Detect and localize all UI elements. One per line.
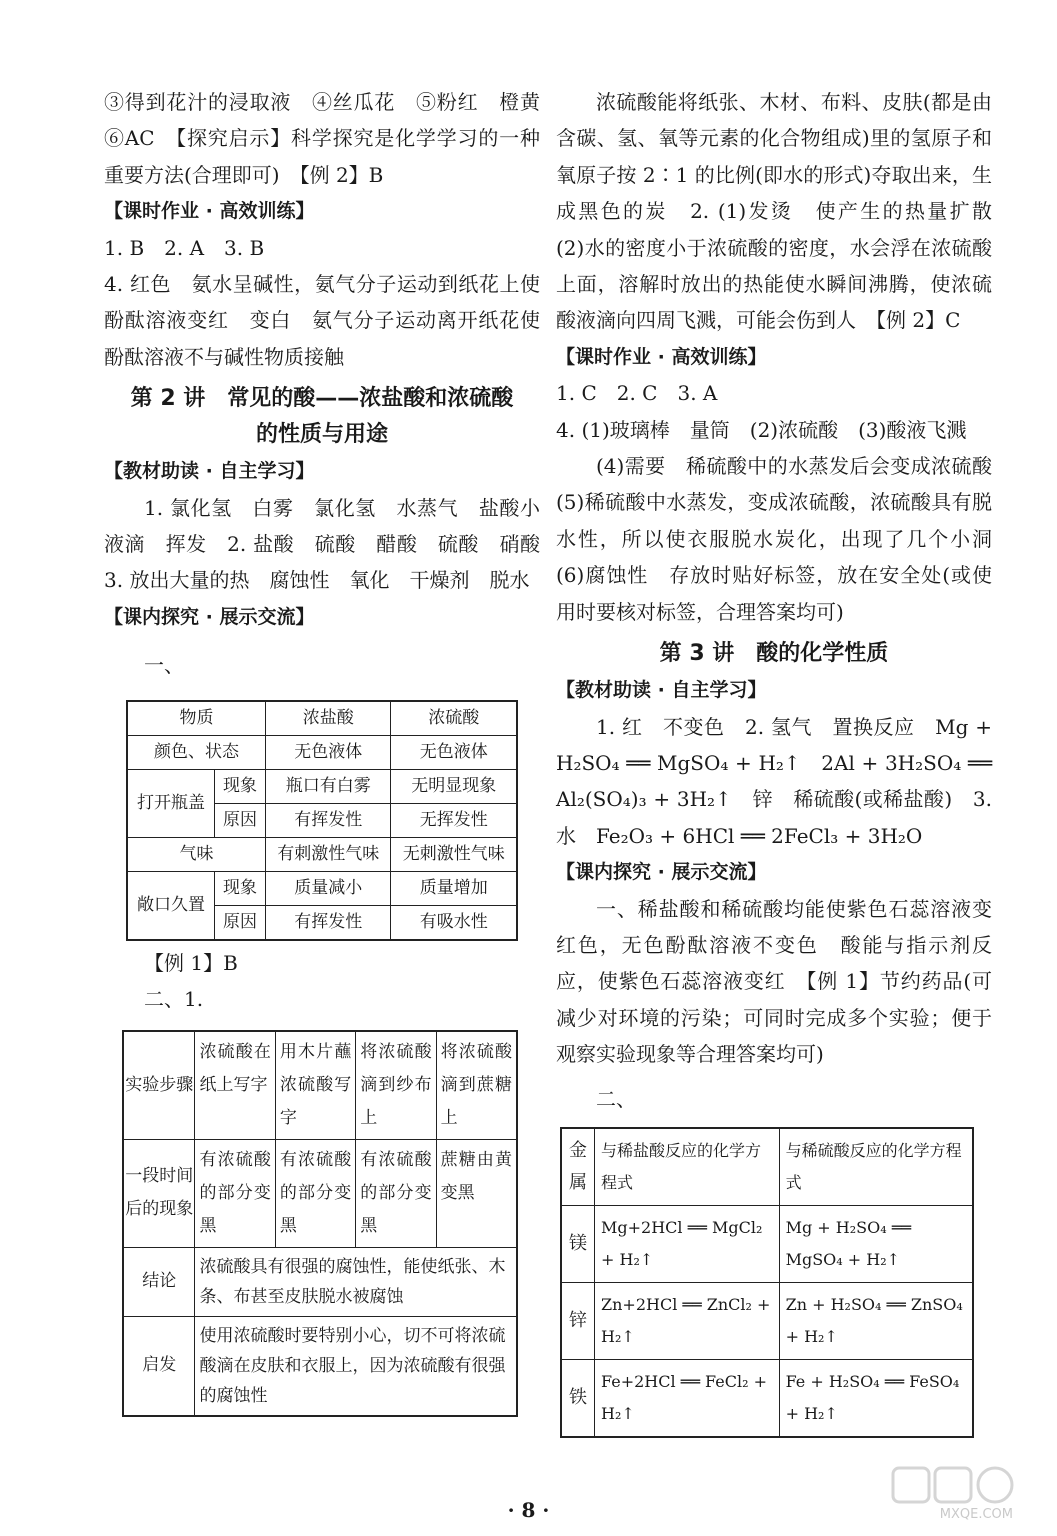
table-cell: 实验步骤	[123, 1031, 195, 1140]
table-cell: 锌	[561, 1282, 595, 1359]
table-cell: 无刺激性气味	[391, 837, 517, 871]
table-cell: 将浓硫酸滴到蔗糖上	[436, 1031, 517, 1140]
page-number: · 8 ·	[507, 1498, 550, 1522]
table-cell: 气味	[127, 837, 266, 871]
table-row	[123, 1139, 517, 1247]
table-cell: 现象	[215, 769, 266, 803]
answer-line: 1. B 2. A 3. B	[104, 235, 265, 260]
table-cell: Fe + H₂SO₄ ══ FeSO₄ + H₂↑	[779, 1359, 973, 1437]
example-answer: 【例 1】B	[144, 950, 238, 975]
table-cell: 有挥发性	[266, 803, 391, 837]
table-cell: 原因	[215, 905, 266, 940]
table-cell: 将浓硫酸滴到纱布上	[356, 1031, 436, 1140]
table-cell: 有浓硫酸的部分变黑	[356, 1139, 436, 1247]
table-cell: Zn+2HCl ══ ZnCl₂ + H₂↑	[595, 1282, 780, 1359]
table-cell: Mg+2HCl ══ MgCl₂ + H₂↑	[595, 1205, 780, 1282]
right-column	[556, 84, 1012, 1438]
table-cell: 蔗糖由黄变黑	[436, 1139, 517, 1247]
paragraph: (4)需要 稀硫酸中的水蒸发后会变成浓硫酸 (5)稀硫酸中水蒸发，变成浓硫酸，浓硫酸具有脱水性，所以使衣服脱水炭化，出现了几个小洞 (6)腐蚀性 存放时贴好标签，放在安全处(或使用时要核对标签，合理答案均可)	[556, 454, 1012, 624]
table-cell: 敞口久置	[127, 871, 215, 940]
table-header: 物质	[127, 701, 266, 736]
paragraph: 1. 氯化氢 白雾 氯化氢 水蒸气 盐酸小液滴 挥发 2. 盐酸 硫酸 醋酸 硫酸 硝酸 3. 放出大量的热 腐蚀性 氧化 干燥剂 脱水	[104, 495, 560, 593]
paragraph: 浓硫酸能将纸张、木材、布料、皮肤(都是由含碳、氢、氧等元素的化合物组成)里的氢原子和氧原子按 2∶1 的比例(即水的形式)夺取出来，生成黑色的炭 2. (1)发烫 使产生的热量扩散 (2)水的密度小于浓硫酸的密度，水会浮在浓硫酸上面，溶解时放出的热能使水瞬间沸腾，使浓硫酸液滴向四周飞溅，可能会伤到人 【例 2】C	[556, 90, 1012, 333]
lesson-title-line2: 的性质与用途	[255, 422, 388, 448]
table-cell: 质量减小	[266, 871, 391, 905]
table-cell: 瓶口有白雾	[266, 769, 391, 803]
table-row	[561, 1282, 973, 1359]
answer-line: 1. C 2. C 3. A	[556, 381, 718, 406]
left-column	[104, 84, 560, 1417]
table-cell: 启发	[123, 1316, 195, 1416]
section-heading: 【课内探究 · 展示交流】	[104, 605, 315, 628]
paragraph: 1. 红 不变色 2. 氢气 置换反应 Mg + H₂SO₄ ══ MgSO₄ + H₂↑ 2Al + 3H₂SO₄ ══ Al₂(SO₄)₃ + 3H₂↑ 锌 稀硫酸(或稀盐酸) 3. 水 Fe₂O₃ + 6HCl ══ 2FeCl₃ + 3H₂O	[556, 714, 992, 848]
table-row	[127, 837, 517, 871]
table-cell: 无色液体	[266, 735, 391, 769]
table-cell: 浓硫酸在纸上写字	[195, 1031, 275, 1140]
section-heading: 【教材助读 · 自主学习】	[556, 679, 767, 702]
section-heading: 【教材助读 · 自主学习】	[104, 460, 315, 483]
table-row	[123, 1316, 517, 1416]
table-cell: 无挥发性	[391, 803, 517, 837]
table-row	[127, 701, 517, 736]
table-header: 金属	[561, 1128, 595, 1206]
lesson-title: 第 3 讲 酸的化学性质	[659, 641, 889, 667]
part-label: 二、	[596, 1086, 636, 1111]
experiment-table	[122, 1030, 518, 1417]
equation-table	[560, 1127, 974, 1438]
table-cell: 浓硫酸具有很强的腐蚀性，能使纸张、木条、布甚至皮肤脱水被腐蚀	[195, 1247, 517, 1316]
paragraph: ③得到花汁的浸取液 ④丝瓜花 ⑤粉红 橙黄 ⑥AC 【探究启示】科学探究是化学学习的一种重要方法(合理即可) 【例 2】B	[104, 90, 560, 187]
table-row	[127, 871, 517, 905]
table-cell: 铁	[561, 1359, 595, 1437]
table-row	[123, 1031, 517, 1140]
section-heading: 【课时作业 · 高效训练】	[556, 345, 767, 368]
table-header: 与稀盐酸反应的化学方程式	[595, 1128, 780, 1206]
table-cell: Mg + H₂SO₄ ══ MgSO₄ + H₂↑	[779, 1205, 973, 1282]
property-table	[126, 700, 518, 941]
table-cell: Fe+2HCl ══ FeCl₂ + H₂↑	[595, 1359, 780, 1437]
table-cell: 颜色、状态	[127, 735, 266, 769]
watermark-logo	[889, 1464, 1017, 1524]
table-row	[123, 1247, 517, 1316]
section-heading: 【课时作业 · 高效训练】	[104, 200, 315, 223]
table-row	[561, 1128, 973, 1206]
table-cell: 无色液体	[391, 735, 517, 769]
table-cell: 一段时间后的现象	[123, 1139, 195, 1247]
table-cell: 有吸水性	[391, 905, 517, 940]
table-cell: 打开瓶盖	[127, 769, 215, 837]
table-cell: 质量增加	[391, 871, 517, 905]
table-cell: 原因	[215, 803, 266, 837]
table-cell: 无明显现象	[391, 769, 517, 803]
table-cell: 现象	[215, 871, 266, 905]
table-row	[561, 1359, 973, 1437]
table-cell: 有浓硫酸的部分变黑	[195, 1139, 275, 1247]
table-header: 与稀硫酸反应的化学方程式	[779, 1128, 973, 1206]
watermark-text: MXQE.COM	[939, 1507, 1013, 1522]
part-label: 一、	[144, 653, 184, 678]
paragraph: 4. 红色 氨水呈碱性，氨气分子运动到纸花上使酚酞溶液变红 变白 氨气分子运动离开纸花使酚酞溶液不与碱性物质接触	[104, 272, 540, 369]
table-cell: 有刺激性气味	[266, 837, 391, 871]
table-cell: 有浓硫酸的部分变黑	[275, 1139, 355, 1247]
watermark-icon	[889, 1464, 1017, 1508]
table-header: 浓盐酸	[266, 701, 391, 736]
part-label: 二、1.	[144, 987, 204, 1012]
answer-line: 4. (1)玻璃棒 量筒 (2)浓硫酸 (3)酸液飞溅	[556, 417, 967, 442]
table-row	[127, 769, 517, 803]
lesson-title: 第 2 讲 常见的酸——浓盐酸和浓硫酸	[130, 386, 514, 412]
table-cell: 结论	[123, 1247, 195, 1316]
table-header: 浓硫酸	[391, 701, 517, 736]
table-cell: Zn + H₂SO₄ ══ ZnSO₄ + H₂↑	[779, 1282, 973, 1359]
table-cell: 有挥发性	[266, 905, 391, 940]
paragraph: 一、稀盐酸和稀硫酸均能使紫色石蕊溶液变红色，无色酚酞溶液不变色 酸能与指示剂反应，使紫色石蕊溶液变红 【例 1】节约药品(可减少对环境的污染；可同时完成多个实验；便于观察实验现象等合理答案均可)	[556, 896, 992, 1067]
table-cell: 镁	[561, 1205, 595, 1282]
section-heading: 【课内探究 · 展示交流】	[556, 861, 767, 884]
table-cell: 使用浓硫酸时要特别小心，切不可将浓硫酸滴在皮肤和衣服上，因为浓硫酸有很强的腐蚀性	[195, 1316, 517, 1416]
table-row	[127, 735, 517, 769]
table-cell: 用木片蘸浓硫酸写字	[275, 1031, 355, 1140]
table-row	[561, 1205, 973, 1282]
